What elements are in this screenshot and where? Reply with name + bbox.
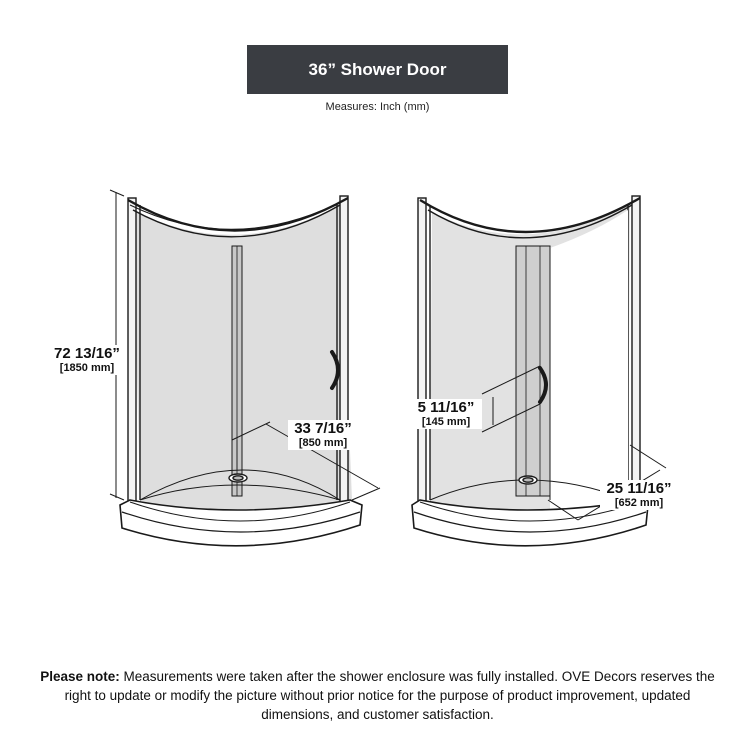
height-metric: [1850 mm] xyxy=(59,362,115,375)
note-text: Measurements were taken after the shower enclosure was fully installed. OVE Decors reserves the right to update or modify the picture without prior notice for the purpose of product improvement, updated dimensions, and customer satisfaction. xyxy=(64,669,715,722)
handle-value: 5 11/16” xyxy=(417,399,475,416)
opening-value: 25 11/16” xyxy=(606,480,672,497)
height-value: 72 13/16” xyxy=(54,345,120,362)
height-dimension xyxy=(48,345,126,375)
disclaimer-note xyxy=(40,667,715,724)
opening-metric: [652 mm] xyxy=(614,497,664,510)
handle-dimension xyxy=(410,399,482,429)
page-title: 36” Shower Door xyxy=(308,59,447,79)
units-subtitle: Measures: Inch (mm) xyxy=(325,101,430,113)
width-metric: [850 mm] xyxy=(298,437,348,450)
handle-metric: [145 mm] xyxy=(421,416,471,429)
width-value: 33 7/16” xyxy=(294,420,352,437)
left-enclosure-closed xyxy=(120,196,362,546)
opening-dimension xyxy=(600,480,678,510)
width-dimension xyxy=(288,420,358,450)
note-label: Please note: xyxy=(40,669,120,684)
